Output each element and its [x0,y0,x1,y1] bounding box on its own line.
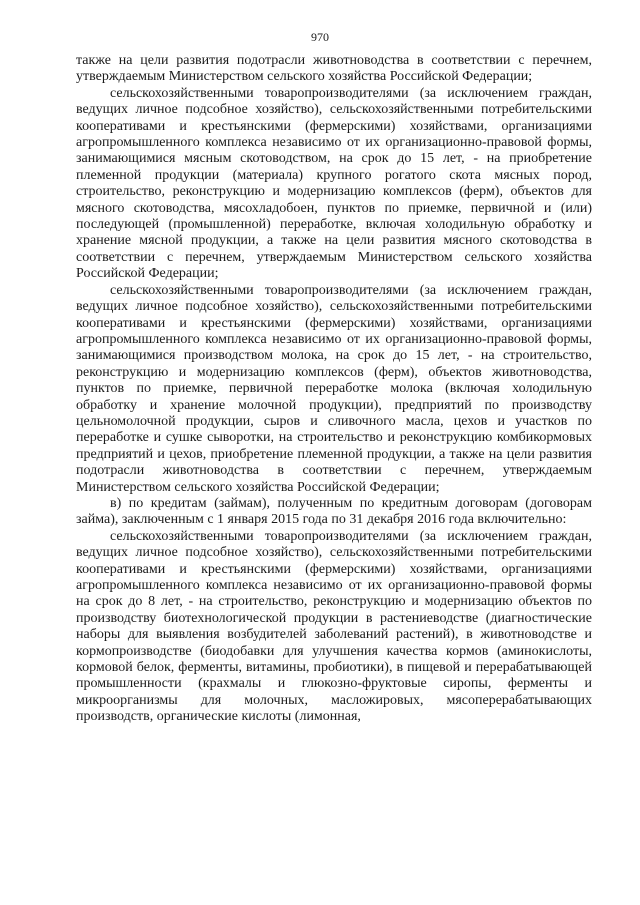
paragraph-meat-cattle: сельскохозяйственными товаропроизводителями (за исключением граждан, ведущих личное подсобное хозяйство), сельскохозяйственными потребительскими кооперативами и крестьянскими (фермерскими) хозяйствами, организациями агропромышленного комплекса независимо от их организационно-правовой формы, занимающимися мясным скотоводством, на срок до 15 лет, - на приобретение племенной продукции (материала) крупного рогатого скота мясных пород, строительство, реконструкцию и модернизацию комплексов (ферм), объектов для мясного скотоводства, мясохладобоен, пунктов по приемке, первичной и (или) последующей (промышленной) переработке, включая холодильную обработку и хранение мясной продукции, а также на цели развития мясного скотоводства в соответствии с перечнем, утверждаемым Министерством сельского хозяйства Российской Федерации; [76,85,592,282]
paragraph-item-v: в) по кредитам (займам), полученным по кредитным договорам (договорам займа), заключенным с 1 января 2015 года по 31 декабря 2016 года включительно: [76,495,592,528]
paragraph-dairy: сельскохозяйственными товаропроизводителями (за исключением граждан, ведущих личное подсобное хозяйство), сельскохозяйственными потребительскими кооперативами и крестьянскими (фермерскими) хозяйствами, организациями агропромышленного комплекса независимо от их организационно-правовой формы, занимающимися производством молока, на срок до 15 лет, - на строительство, реконструкцию и модернизацию комплексов (ферм), объектов животноводства, пунктов по приемке, первичной переработке молока (включая холодильную обработку и хранение молочной продукции), предприятий по производству цельномолочной продукции, сыров и сливочного масла, цехов и участков по переработке и сушке сыворотки, на строительство и реконструкцию комбикормовых предприятий и цехов, приобретение племенной продукции, а также на цели развития подотрасли животноводства в соответствии с перечнем, утверждаемым Министерством сельского хозяйства Российской Федерации; [76,282,592,495]
paragraph-continuation: также на цели развития подотрасли животноводства в соответствии с перечнем, утверждаемым Министерством сельского хозяйства Российской Федерации; [76,53,592,85]
page-number: 970 [311,30,329,44]
paragraph-biotech: сельскохозяйственными товаропроизводителями (за исключением граждан, ведущих личное подсобное хозяйство), сельскохозяйственными потребительскими кооперативами и крестьянскими (фермерскими) хозяйствами, организациями агропромышленного комплекса независимо от их организационно-правовой формы на срок до 8 лет, - на строительство, реконструкцию и модернизацию объектов по производству биотехнологической продукции в растениеводстве (диагностические наборы для выявления возбудителей заболеваний растений), в животноводстве и кормопроизводстве (биодобавки для улучшения качества кормов (аминокислоты, кормовой белок, ферменты, витамины, пробиотики), в пищевой и перерабатывающей промышленности (крахмалы и глюкозно-фруктовые сиропы, ферменты и микроорганизмы для молочных, масложировых, мясоперерабатывающих производств, органические кислоты (лимонная, [76,528,592,725]
